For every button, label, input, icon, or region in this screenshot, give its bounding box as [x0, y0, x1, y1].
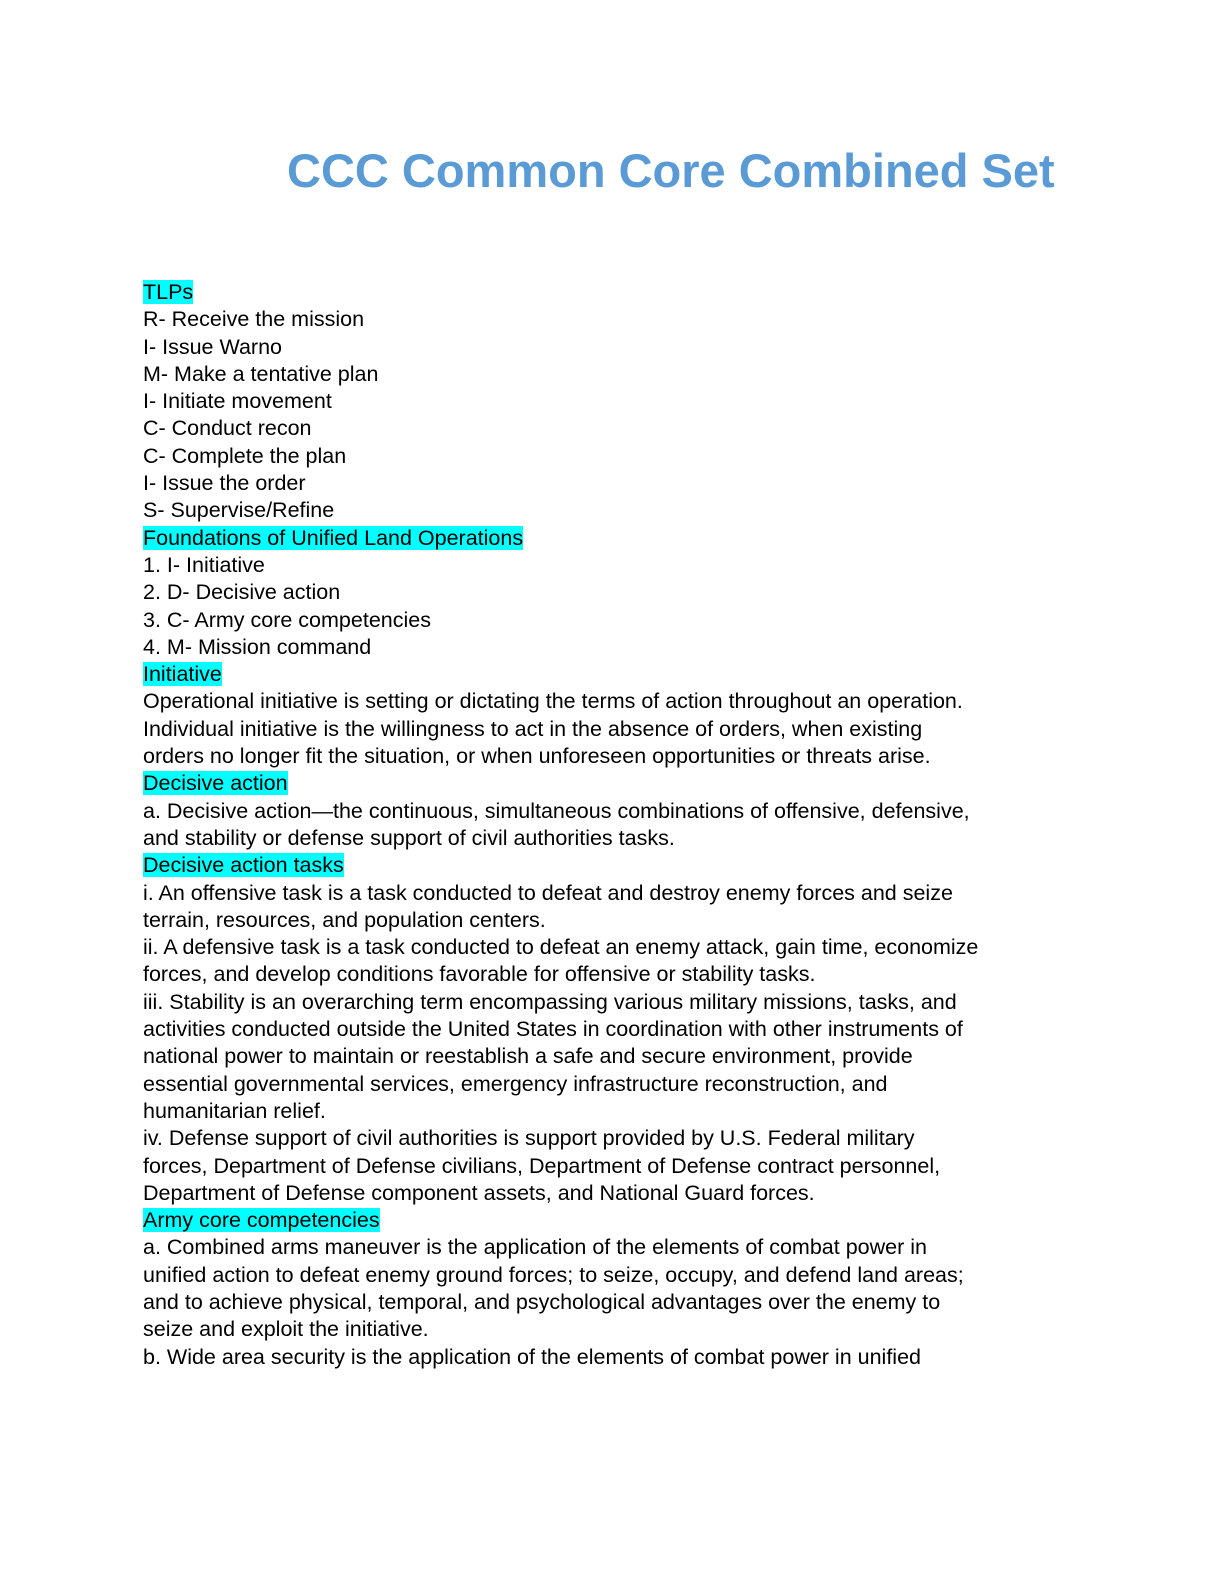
paragraph-line: and to achieve physical, temporal, and psychological advantages over the enemy to [143, 1289, 941, 1314]
paragraph-line: activities conducted outside the United States in coordination with other instruments of [143, 1017, 963, 1042]
section-decisive-action [143, 770, 1078, 852]
paragraph-line: orders no longer fit the situation, or when unforeseen opportunities or threats arise. [143, 744, 931, 769]
list-item: 2. D- Decisive action [143, 580, 341, 605]
list-item: I- Initiate movement [143, 389, 332, 414]
list-item: C- Complete the plan [143, 443, 347, 468]
paragraph-line: Operational initiative is setting or dictating the terms of action throughout an operation. [143, 689, 963, 714]
list-item: C- Conduct recon [143, 416, 312, 441]
paragraph-line: i. An offensive task is a task conducted to defeat and destroy enemy forces and seize [143, 880, 953, 905]
paragraph-line: forces, and develop conditions favorable for offensive or stability tasks. [143, 962, 816, 987]
paragraph-line: forces, Department of Defense civilians, Department of Defense contract personnel, [143, 1153, 941, 1178]
section-heading-army-core-competencies: Army core competencies [143, 1208, 380, 1233]
paragraph-line: and stability or defense support of civil authorities tasks. [143, 825, 675, 850]
paragraph-line: essential governmental services, emergency infrastructure reconstruction, and [143, 1071, 888, 1096]
section-decisive-action-tasks [143, 852, 1078, 1207]
list-item: 1. I- Initiative [143, 552, 265, 577]
section-heading-foundations: Foundations of Unified Land Operations [143, 525, 524, 550]
list-item: M- Make a tentative plan [143, 361, 379, 386]
list-item: I- Issue Warno [143, 334, 282, 359]
section-heading-decisive-action: Decisive action [143, 771, 288, 796]
paragraph-line: seize and exploit the initiative. [143, 1317, 429, 1342]
document-body [143, 279, 1078, 1371]
list-item: 4. M- Mission command [143, 634, 372, 659]
list-item: S- Supervise/Refine [143, 498, 335, 523]
section-heading-initiative: Initiative [143, 662, 222, 687]
paragraph-line: Department of Defense component assets, and National Guard forces. [143, 1180, 815, 1205]
section-heading-tlps: TLPs [143, 280, 194, 304]
paragraph-line: iii. Stability is an overarching term encompassing various military missions, tasks, and [143, 989, 957, 1014]
list-item: I- Issue the order [143, 471, 306, 496]
list-item: R- Receive the mission [143, 307, 365, 332]
paragraph-line: terrain, resources, and population centers. [143, 907, 546, 932]
document-title: CCC Common Core Combined Set [287, 144, 1055, 197]
section-initiative [143, 661, 1078, 770]
paragraph-line: ii. A defensive task is a task conducted to defeat an enemy attack, gain time, economize [143, 935, 979, 960]
list-item: 3. C- Army core competencies [143, 607, 431, 632]
paragraph-line: a. Combined arms maneuver is the application of the elements of combat power in [143, 1235, 927, 1260]
paragraph-line: b. Wide area security is the application of the elements of combat power in unified [143, 1344, 921, 1369]
section-foundations [143, 525, 1078, 661]
paragraph-line: iv. Defense support of civil authorities is support provided by U.S. Federal military [143, 1126, 915, 1151]
paragraph-line: humanitarian relief. [143, 1098, 326, 1123]
paragraph-line: Individual initiative is the willingness to act in the absence of orders, when existing [143, 716, 923, 741]
paragraph-line: unified action to defeat enemy ground forces; to seize, occupy, and defend land areas; [143, 1262, 964, 1287]
section-army-core-competencies [143, 1207, 1078, 1371]
section-heading-decisive-action-tasks: Decisive action tasks [143, 853, 344, 878]
paragraph-line: a. Decisive action—the continuous, simultaneous combinations of offensive, defensive, [143, 798, 970, 823]
paragraph-line: national power to maintain or reestablish a safe and secure environment, provide [143, 1044, 913, 1069]
section-tlps [143, 279, 1078, 525]
